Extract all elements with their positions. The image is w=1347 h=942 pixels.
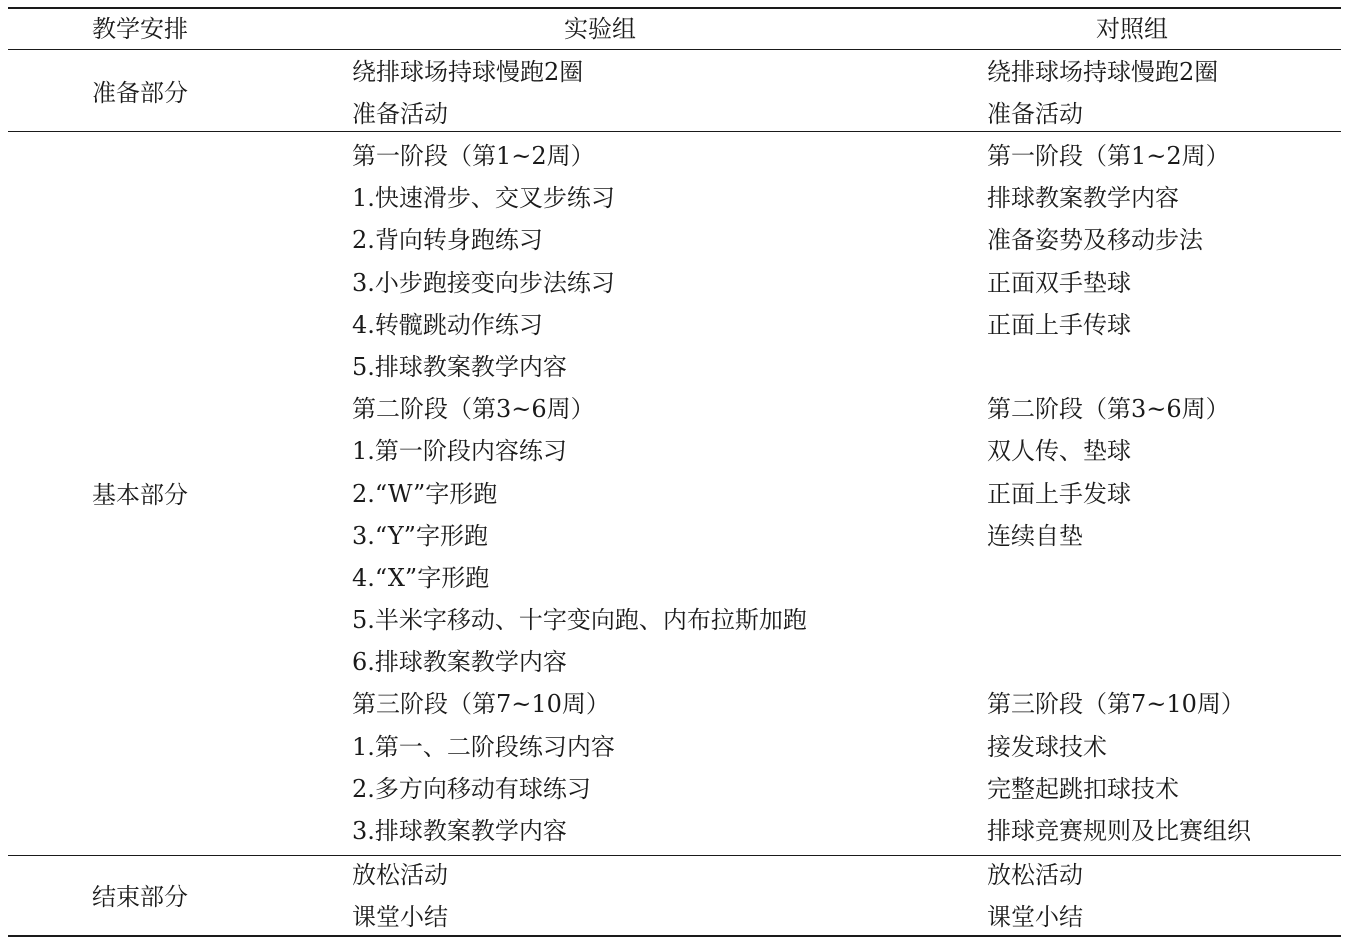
list-item: 正面上手传球	[987, 310, 1131, 339]
list-item	[987, 557, 1251, 599]
basic-control-list	[987, 135, 1251, 852]
list-item: 排球教案教学内容	[987, 184, 1179, 213]
list-item: 2.多方向移动有球练习	[352, 774, 591, 803]
list-item: 课堂小结	[987, 903, 1083, 932]
list-item: 3.“Y”字形跑	[352, 521, 488, 550]
list-item: 放松活动	[352, 861, 448, 889]
list-item: 1.快速滑步、交叉步练习	[352, 184, 615, 213]
column-header-control: 对照组	[1096, 15, 1168, 43]
list-item: 双人传、垫球	[987, 437, 1131, 466]
list-item: 4.转髋跳动作练习	[352, 310, 543, 339]
list-item: 准备活动	[987, 100, 1083, 129]
preparation-experimental-list	[352, 51, 583, 135]
table-bottom-rule	[8, 935, 1341, 937]
list-item: 1.第一、二阶段练习内容	[352, 732, 615, 761]
list-item	[987, 599, 1251, 641]
ending-experimental-list	[352, 854, 448, 938]
list-item: 第一阶段（第1~2周）	[352, 142, 595, 170]
section-divider-rule	[8, 855, 1341, 856]
column-header-arrangement: 教学安排	[92, 15, 188, 43]
section-label-basic: 基本部分	[92, 481, 188, 509]
list-item: 第二阶段（第3~6周）	[352, 395, 595, 424]
list-item: 排球竞赛规则及比赛组织	[987, 817, 1251, 845]
list-item: 第三阶段（第7~10周）	[352, 690, 610, 719]
list-item: 第一阶段（第1~2周）	[987, 142, 1230, 170]
list-item: 正面上手发球	[987, 479, 1131, 508]
list-item: 2.“W”字形跑	[352, 479, 498, 508]
list-item: 准备姿势及移动步法	[987, 226, 1203, 255]
preparation-control-list	[987, 51, 1218, 135]
list-item	[987, 346, 1251, 388]
list-item: 正面双手垫球	[987, 268, 1131, 297]
column-header-experimental: 实验组	[564, 15, 636, 43]
list-item: 5.半米字移动、十字变向跑、内布拉斯加跑	[352, 606, 807, 635]
basic-experimental-list	[352, 135, 807, 852]
list-item: 连续自垫	[987, 521, 1083, 550]
header-bottom-rule	[8, 49, 1341, 50]
list-item: 3.小步跑接变向步法练习	[352, 268, 615, 297]
list-item: 6.排球教案教学内容	[352, 648, 567, 677]
list-item: 5.排球教案教学内容	[352, 352, 567, 381]
list-item: 第二阶段（第3~6周）	[987, 395, 1230, 424]
list-item: 完整起跳扣球技术	[987, 774, 1179, 803]
list-item: 课堂小结	[352, 903, 448, 932]
list-item: 接发球技术	[987, 732, 1107, 761]
list-item: 3.排球教案教学内容	[352, 817, 567, 845]
list-item: 绕排球场持球慢跑2圈	[352, 58, 584, 86]
list-item: 第三阶段（第7~10周）	[987, 690, 1245, 719]
section-label-preparation: 准备部分	[92, 79, 188, 107]
list-item: 放松活动	[987, 861, 1083, 889]
list-item	[987, 641, 1251, 683]
list-item: 1.第一阶段内容练习	[352, 437, 567, 466]
list-item: 4.“X”字形跑	[352, 563, 490, 592]
list-item: 准备活动	[352, 100, 448, 129]
list-item: 2.背向转身跑练习	[352, 226, 543, 255]
section-label-ending: 结束部分	[92, 883, 188, 911]
list-item: 绕排球场持球慢跑2圈	[987, 58, 1219, 86]
ending-control-list	[987, 854, 1083, 938]
